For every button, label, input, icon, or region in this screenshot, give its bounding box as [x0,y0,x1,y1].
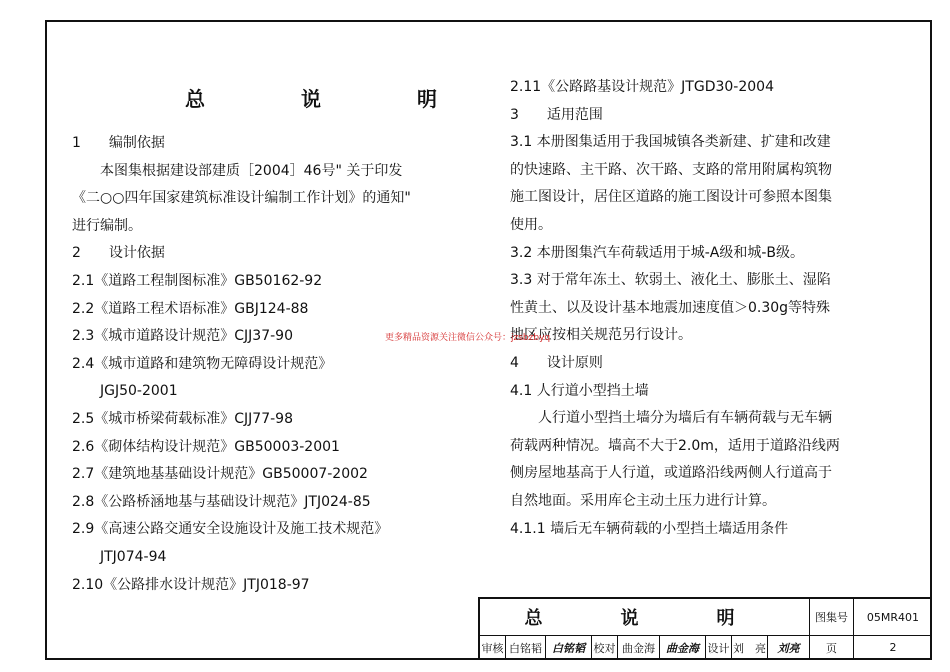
left-text-line: 2.9《高速公路交通安全设施设计及施工技术规范》 [72,521,389,538]
reviewer-signature: 白铭韬 [546,635,592,660]
right-text-line: 自然地面。采用库仑主动土压力进行计算。 [510,493,776,509]
left-text-line: 2.6《砌体结构设计规范》GB50003-2001 [72,438,340,455]
left-text-line: JTJ074-94 [72,549,167,565]
atlas-number: 05MR401 [866,610,920,624]
page-label: 页 [810,635,854,660]
right-text-line: 施工图设计，居住区道路的施工图设计可参照本图集 [510,189,832,206]
checker-name: 曲金海 [618,635,660,660]
review-label: 审核 [480,635,506,660]
right-text-line: 侧房屋地基高于人行道，或道路沿线两侧人行道高于 [510,465,832,482]
right-text-line: 3.2 本册图集汽车荷载适用于城-A级和城-B级。 [510,244,804,261]
left-text-line: 2.8《公路桥涵地基与基础设计规范》JTJ024-85 [72,493,371,510]
right-text-line: 使用。 [510,217,552,233]
designer-name: 刘 亮 [732,635,768,660]
title-block [478,597,932,660]
design-label: 设计 [706,635,732,660]
left-text-line: 2.7《建筑地基基础设计规范》GB50007-2002 [72,466,368,483]
left-text-line: 2.10《公路排水设计规范》JTJ018-97 [72,576,310,593]
right-text-line: 4.1 人行道小型挡土墙 [510,382,649,399]
right-text-line: 3.3 对于常年冻土、软弱土、液化土、膨胀土、湿陷 [510,272,831,289]
designer-signature: 刘亮 [768,635,810,660]
reviewer-name: 白铭韬 [506,635,546,660]
title-block-title: 总 说 明 [480,599,810,635]
left-text-line: 本图集根据建设部建质［2004］46号" 关于印发 [72,162,403,179]
right-text-line: 地区应按相关规范另行设计。 [510,327,692,344]
right-text-line: 性黄土、以及设计基本地震加速度值＞0.30g等特殊 [510,299,831,316]
left-text-line: 2.4《城市道路和建筑物无障碍设计规范》 [72,355,333,372]
left-text-line: 2.2《道路工程术语标准》GBJ124-88 [72,300,309,317]
right-text-line: 4 设计原则 [510,355,603,371]
right-text-line: 的快速路、主干路、次干路、支路的常用附属构筑物 [510,161,832,178]
left-text-line: 2.1《道路工程制图标准》GB50162-92 [72,273,323,289]
page-title: 总 说 明 [185,87,475,111]
page-number: 2 [889,641,897,654]
left-text-line: 2 设计依据 [72,245,165,262]
left-text-line: 2.3《城市道路设计规范》CJJ37-90 [72,328,293,345]
left-text-line: 进行编制。 [72,217,142,234]
checker-signature: 曲金海 [660,635,706,660]
check-label: 校对 [592,635,618,660]
left-text-line: JGJ50-2001 [72,383,178,400]
right-text-line: 人行道小型挡土墙分为墙后有车辆荷载与无车辆 [510,410,832,427]
right-text-line: 4.1.1 墙后无车辆荷载的小型挡土墙适用条件 [510,520,789,537]
left-text-line: 2.5《城市桥梁荷载标准》CJJ77-98 [72,411,293,427]
left-text-line: 1 编制依据 [72,135,165,151]
watermark-text: 更多精品资源关注微信公众号：jzsbzbyq [385,333,551,343]
right-text-line: 2.11《公路路基设计规范》JTGD30-2004 [510,79,774,95]
left-text-line: 《二○○四年国家建筑标准设计编制工作计划》的通知" [72,190,411,207]
right-text-line: 3 适用范围 [510,106,603,123]
right-text-line: 3.1 本册图集适用于我国城镇各类新建、扩建和改建 [510,134,831,151]
atlas-number-label: 图集号 [810,599,854,635]
right-text-line: 荷载两种情况。墙高不大于2.0m，适用于道路沿线两 [510,437,840,454]
